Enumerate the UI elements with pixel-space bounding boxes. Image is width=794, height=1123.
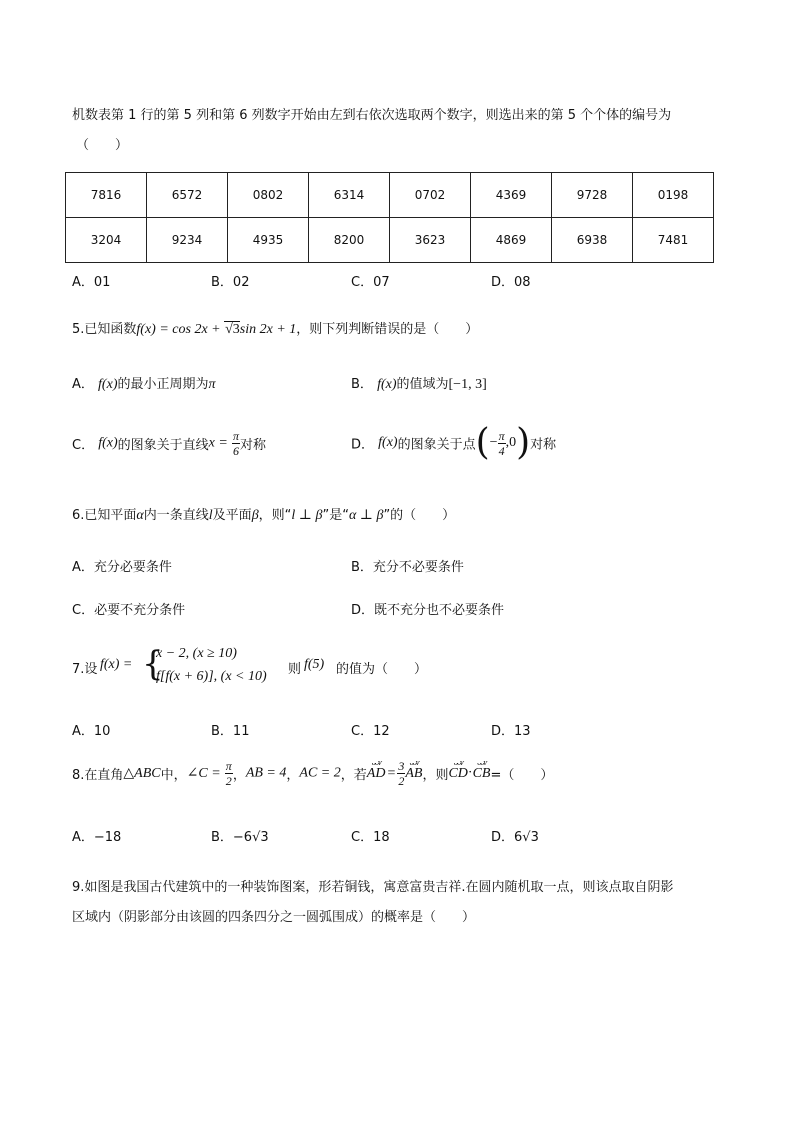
option-fx: f(x) xyxy=(377,377,397,392)
q5-option-a[interactable] xyxy=(72,373,216,393)
fraction-numerator: π xyxy=(225,759,232,773)
table-cell: 4369 xyxy=(471,173,552,218)
fraction-denominator: 4 xyxy=(498,443,505,458)
vector-label: CB xyxy=(472,765,491,781)
option-text: 的值域为 xyxy=(396,377,449,392)
q5-stem xyxy=(72,318,478,338)
q6-option-d[interactable]: D．既不充分也不必要条件 xyxy=(351,603,505,618)
option-label: B． xyxy=(351,377,373,392)
q8-angle: ∠C = xyxy=(186,766,221,781)
table-cell: 9234 xyxy=(147,218,228,263)
q7-fx: f(x) = xyxy=(100,657,133,672)
q6-stem xyxy=(72,504,455,524)
option-end: 对称 xyxy=(530,437,557,453)
option-fx: f(x) xyxy=(378,435,398,450)
q4-option-b[interactable]: B．02 xyxy=(211,275,250,290)
table-cell: 0198 xyxy=(633,173,714,218)
q8-part: ， xyxy=(232,768,246,783)
q6-part: ”是“ xyxy=(322,508,349,523)
right-paren: ) xyxy=(516,422,531,463)
fraction-denominator: 2 xyxy=(398,774,405,788)
q5-sqrt3: √3 xyxy=(225,322,240,337)
q8-option-a[interactable]: A．−18 xyxy=(72,830,122,845)
q8-option-c[interactable]: C．18 xyxy=(351,830,390,845)
table-cell: 0802 xyxy=(228,173,309,218)
q6-line-l: l xyxy=(208,508,213,523)
q6-beta: β xyxy=(251,508,259,523)
q8-ac-length: AC = 2 xyxy=(299,765,341,781)
table-cell: 0702 xyxy=(390,173,471,218)
q5-option-d[interactable] xyxy=(351,422,557,463)
table-cell: 4935 xyxy=(228,218,309,263)
q7-option-d[interactable]: D．13 xyxy=(491,724,531,739)
fraction-denominator: 2 xyxy=(225,774,232,788)
option-range: [−1, 3] xyxy=(448,377,487,392)
vector-ad xyxy=(366,758,386,782)
vector-label: AD xyxy=(366,765,386,781)
q6-part: ”的（ ） xyxy=(383,508,456,523)
left-paren: ( xyxy=(475,422,490,463)
q7-suffix: 的值为（ ） xyxy=(336,662,428,677)
fraction-numerator: π xyxy=(232,429,239,443)
table-cell: 3204 xyxy=(66,218,147,263)
vector-arrow: ᴗᴗᴠ xyxy=(476,758,487,767)
q4-option-c[interactable]: C．07 xyxy=(351,275,390,290)
q5-function: f(x) = cos 2x + xyxy=(136,322,225,337)
option-fx: f(x) xyxy=(98,435,118,451)
fraction-pi-over-2 xyxy=(225,760,233,787)
q8-part: 中， xyxy=(160,768,187,783)
vector-cb xyxy=(472,758,491,782)
option-label: C． xyxy=(72,438,95,453)
q7-mid: 则 xyxy=(288,662,302,677)
option-end: 对称 xyxy=(240,438,267,453)
dot-product: · xyxy=(467,765,473,781)
table-cell: 3623 xyxy=(390,218,471,263)
q6-alpha: α xyxy=(136,508,144,523)
option-x-eq: x = xyxy=(208,435,228,451)
q7-case-1: x − 2, (x ≥ 10) xyxy=(156,646,237,661)
table-cell: 4869 xyxy=(471,218,552,263)
q5-suffix: ，则下列判断错误的是（ ） xyxy=(296,322,479,337)
minus-sign: − xyxy=(489,435,498,450)
q5-prefix: 5.已知函数 xyxy=(72,322,137,337)
vector-arrow: ᴗᴗᴠ xyxy=(409,758,419,767)
option-label: D． xyxy=(351,437,375,453)
option-pi: π xyxy=(208,377,216,392)
q4-text-line2: （ ） xyxy=(76,138,129,153)
q7-f5: f(5) xyxy=(304,657,325,672)
q9-text-line1: 9.如图是我国古代建筑中的一种装饰图案，形若铜钱，寓意富贵吉祥.在圆内随机取一点，则该点取自阴影 xyxy=(72,880,674,895)
table-cell: 6572 xyxy=(147,173,228,218)
q7-case-2: f[f(x + 6)], (x < 10) xyxy=(156,669,267,684)
table-cell: 6938 xyxy=(552,218,633,263)
fraction-pi-over-6 xyxy=(232,430,240,457)
q4-text-line1: 机数表第 1 行的第 5 列和第 6 列数字开始由左到右依次选取两个数字，则选出来的第 5 个个体的编号为 xyxy=(72,108,672,123)
option-text: 的图象关于直线 xyxy=(117,438,209,453)
option-fx: f(x) xyxy=(98,377,118,392)
q8-stem xyxy=(72,760,553,787)
q8-ab-length: AB = 4 xyxy=(245,765,287,781)
point-y: ,0 xyxy=(505,435,517,450)
q4-option-a[interactable]: A．01 xyxy=(72,275,111,290)
q7-option-a[interactable]: A．10 xyxy=(72,724,111,739)
q8-part: ，则 xyxy=(422,768,449,783)
fraction-pi-over-4 xyxy=(498,430,506,457)
option-text: 的图象关于点 xyxy=(397,437,476,453)
q8-prefix: 8.在直角 xyxy=(72,768,124,783)
q6-option-a[interactable]: A．充分必要条件 xyxy=(72,560,172,575)
q8-option-d[interactable]: D．6√3 xyxy=(491,830,539,845)
table-cell: 7816 xyxy=(66,173,147,218)
table-cell: 6314 xyxy=(309,173,390,218)
option-label: A． xyxy=(72,377,94,392)
table-cell: 7481 xyxy=(633,218,714,263)
vector-label: CD xyxy=(448,765,468,781)
random-number-table xyxy=(65,172,714,263)
q7-option-b[interactable]: B．11 xyxy=(211,724,250,739)
vector-cd xyxy=(448,758,468,782)
q8-triangle: △ABC xyxy=(123,766,161,781)
table-row xyxy=(66,218,714,263)
q6-part: 6.已知平面 xyxy=(72,508,137,523)
q4-option-d[interactable]: D．08 xyxy=(491,275,531,290)
q8-option-b[interactable]: B．−6√3 xyxy=(211,830,269,845)
q8-part: ， xyxy=(286,768,300,783)
q6-part: 内一条直线 xyxy=(143,508,209,523)
q7-option-c[interactable]: C．12 xyxy=(351,724,390,739)
q6-option-b[interactable]: B．充分不必要条件 xyxy=(351,560,464,575)
vector-arrow: ᴗᴗᴠ xyxy=(371,758,381,767)
q8-part: ，若 xyxy=(340,768,367,783)
q5-function-tail: sin 2x + 1 xyxy=(239,322,297,337)
q7-prefix: 7.设 xyxy=(72,662,98,677)
vector-ab xyxy=(405,758,423,782)
table-row xyxy=(66,173,714,218)
table-cell: 8200 xyxy=(309,218,390,263)
option-text: 的最小正周期为 xyxy=(117,377,209,392)
q9-text-line2: 区域内（阴影部分由该圆的四条四分之一圆弧围成）的概率是（ ） xyxy=(72,910,476,925)
q5-option-b[interactable] xyxy=(351,373,487,393)
q5-option-c[interactable] xyxy=(72,430,266,457)
q7-brace: { xyxy=(142,644,164,684)
q6-condition-1: l ⊥ β xyxy=(291,508,323,523)
fraction-numerator: 3 xyxy=(398,759,405,773)
table-cell: 9728 xyxy=(552,173,633,218)
q6-condition-2: α ⊥ β xyxy=(348,508,384,523)
vector-label: AB xyxy=(405,765,423,781)
vector-arrow: ᴗᴗᴠ xyxy=(453,758,463,767)
fraction-denominator: 6 xyxy=(232,444,239,458)
q6-part: 及平面 xyxy=(212,508,252,523)
fraction-numerator: π xyxy=(498,428,505,443)
q6-part: ，则“ xyxy=(258,508,292,523)
q8-part: =（ ） xyxy=(490,768,554,783)
q8-equals: = xyxy=(387,765,396,781)
q6-option-c[interactable]: C．必要不充分条件 xyxy=(72,603,186,618)
